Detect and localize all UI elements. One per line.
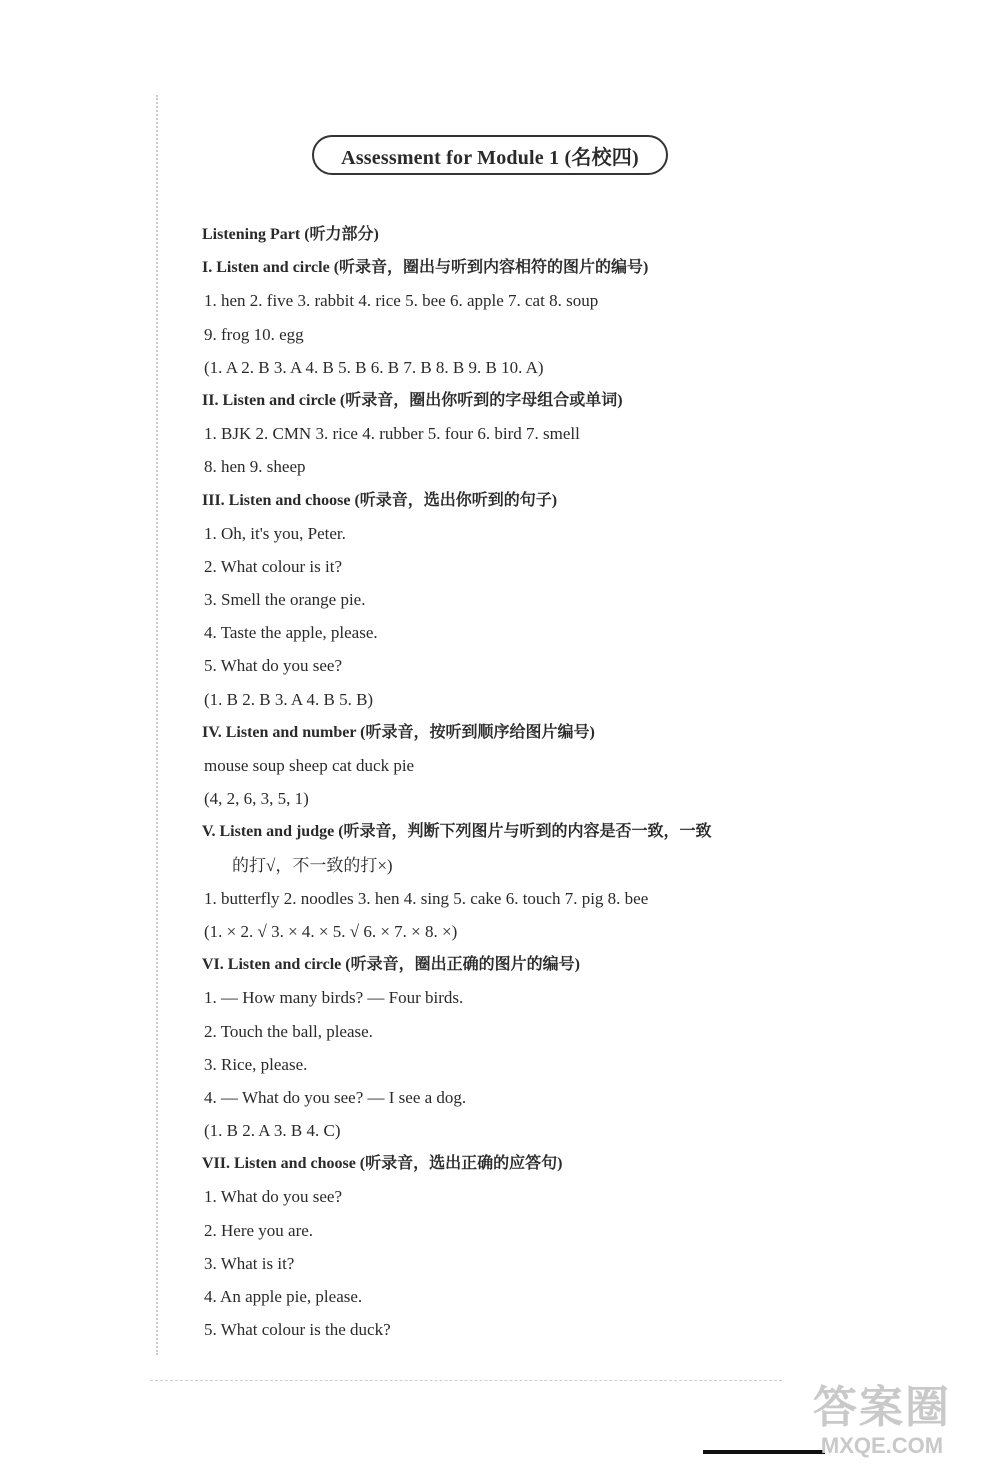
watermark-glyph: 答案圈 <box>813 1383 951 1432</box>
watermark-logo <box>782 1383 982 1465</box>
answer-line: 1. BJK 2. CMN 3. rice 4. rubber 5. four 6. bird 7. smell <box>204 424 580 444</box>
answer-line: 4. — What do you see? — I see a dog. <box>204 1087 467 1107</box>
answer-line: mouse soup sheep cat duck pie <box>204 756 415 775</box>
bottom-divider <box>150 1380 782 1381</box>
answer-content <box>202 218 802 1346</box>
section-heading: VI. Listen and circle (听录音，圈出正确的图片的编号) <box>202 956 580 974</box>
watermark-url: MXQE.COM <box>820 1433 944 1458</box>
section-heading: Listening Part (听力部分) <box>202 226 379 243</box>
answer-line: 的打√，不一致的打×) <box>232 855 393 875</box>
answer-line: 8. hen 9. sheep <box>204 457 306 477</box>
answer-line: 3. Smell the orange pie. <box>204 590 366 610</box>
page-margin-line <box>156 95 158 1355</box>
answer-line: 1. — How many birds? — Four birds. <box>204 988 464 1008</box>
answer-line: 4. Taste the apple, please. <box>204 623 378 643</box>
answer-line: 5. What colour is the duck? <box>204 1320 391 1340</box>
answer-line: 3. Rice, please. <box>204 1054 308 1074</box>
page-title: Assessment for Module 1 (名校四) <box>312 135 668 175</box>
section-heading: VII. Listen and choose (听录音，选出正确的应答句) <box>202 1155 563 1173</box>
answer-line: 4. An apple pie, please. <box>204 1287 363 1306</box>
answer-line: 1. hen 2. five 3. rabbit 4. rice 5. bee 6. apple 7. cat 8. soup <box>204 291 599 311</box>
section-heading: V. Listen and judge (听录音，判断下列图片与听到的内容是否一致，一致 <box>202 823 712 841</box>
answer-line: 2. What colour is it? <box>204 556 343 576</box>
answer-line: 9. frog 10. egg <box>204 324 304 344</box>
answer-line: 1. What do you see? <box>204 1187 343 1207</box>
section-heading: III. Listen and choose (听录音，选出你听到的句子) <box>202 491 558 509</box>
answer-line: 2. Touch the ball, please. <box>204 1021 373 1041</box>
answer-line: 1. butterfly 2. noodles 3. hen 4. sing 5. cake 6. touch 7. pig 8. bee <box>204 888 649 908</box>
answer-line: 2. Here you are. <box>204 1220 314 1240</box>
answer-line: (1. B 2. B 3. A 4. B 5. B) <box>204 689 374 709</box>
section-heading: I. Listen and circle (听录音，圈出与听到内容相符的图片的编号) <box>202 259 649 277</box>
answer-line: (1. A 2. B 3. A 4. B 5. B 6. B 7. B 8. B 9. B 10. A) <box>204 357 544 377</box>
answer-line: (1. × 2. √ 3. × 4. × 5. √ 6. × 7. × 8. ×) <box>204 921 458 941</box>
answer-line: 5. What do you see? <box>204 656 343 676</box>
answer-line: 3. What is it? <box>204 1253 295 1273</box>
section-heading: IV. Listen and number (听录音，按听到顺序给图片编号) <box>202 723 595 741</box>
answer-line: (4, 2, 6, 3, 5, 1) <box>204 789 309 809</box>
section-heading: II. Listen and circle (听录音，圈出你听到的字母组合或单词) <box>202 391 623 409</box>
answer-line: (1. B 2. A 3. B 4. C) <box>204 1121 341 1141</box>
answer-line: 1. Oh, it's you, Peter. <box>204 523 346 543</box>
